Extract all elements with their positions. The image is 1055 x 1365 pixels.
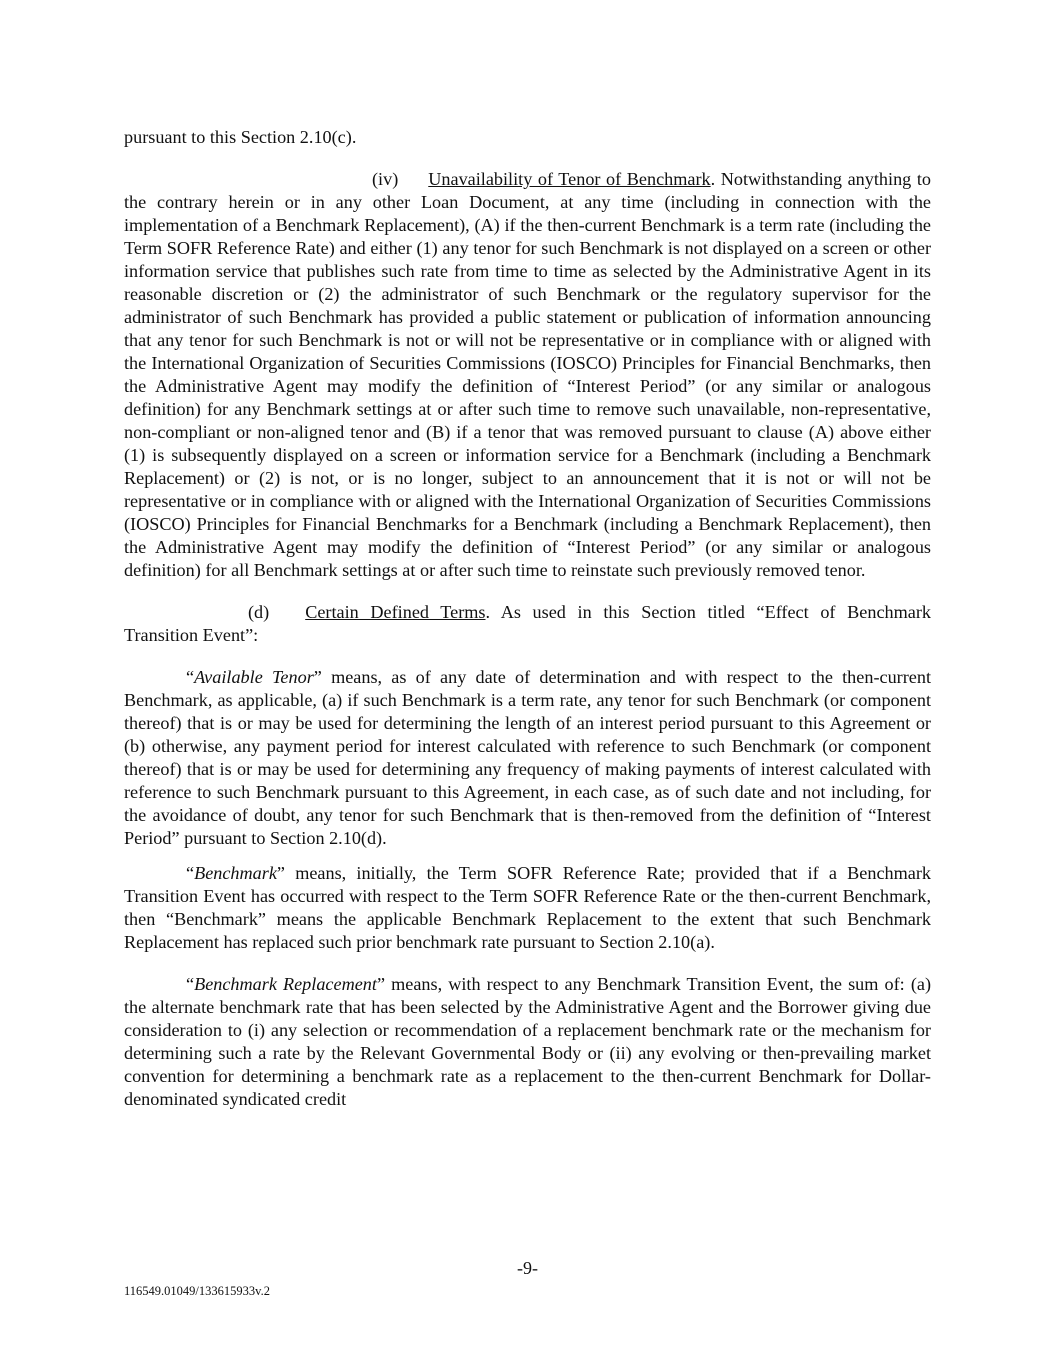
definition-available-tenor: “Available Tenor” means, as of any date of determination and with respect to the then-current Benchmark, as applicable, (a) if such Benchmark is a term rate, any tenor for such Benchmark (or component thereof) that is or may be used for determining the length of an interest period pursuant to this Agreement or (b) otherwise, any payment period for interest calculated with reference to such Benchmark (or component thereof) that is or may be used for determining any frequency of making payments of interest calculated with reference to such Benchmark pursuant to this Agreement, in each case, as of such date and not including, for the avoidance of doubt, any tenor for such Benchmark that is then-removed from the definition of “Interest Period” pursuant to Section 2.10(d). [124,667,932,848]
clause-text: . Notwithstanding anything to the contrary herein or in any other Loan Document, at any time (including in connection with the implementation of a Benchmark Replacement), (A) if the then-current Benchmark is a term rate (including the Term SOFR Reference Rate) and either (1) any tenor for such Benchmark is not displayed on a screen or other information service that publishes such rate from time to time as selected by the Administrative Agent in its reasonable discretion or (2) the administrator of such Benchmark or the regulatory supervisor for the administrator of such Benchmark has provided a public statement or publication of information announcing that any tenor for such Benchmark is not or will not be representative or in compliance with or aligned with the International Organization of Securities Commissions (IOSCO) Principles for Financial Benchmarks, then the Administrative Agent may modify the definition of “Interest Period” (or any similar or analogous definition) for any Benchmark settings at or after such time to remove such unavailable, non-representative, non-compliant or non-aligned tenor and (B) if a tenor that was removed pursuant to clause (A) above either (1) is subsequently displayed on a screen or information service for a Benchmark (including a Benchmark Replacement) or (2) is not, or is no longer, subject to an announcement that it is not or will not be representative or in compliance with or aligned with the International Organization of Securities Commissions (IOSCO) Principles for Financial Benchmarks for a Benchmark (including a Benchmark Replacement), then the Administrative Agent may modify the definition of “Interest Period” (or any similar or analogous definition) for all Benchmark settings at or after such time to reinstate such previously removed tenor. [124,169,931,580]
definition-text: ” means, initially, the Term SOFR Reference Rate; provided that if a Benchmark Transition Event has occurred with respect to the Term SOFR Reference Rate or the then-current Benchmark, then “Benchmark” means the applicable Benchmark Replacement to the extent that such Benchmark Replacement has replaced such prior benchmark rate pursuant to Section 2.10(a). [124,863,931,952]
definition-benchmark-replacement: “Benchmark Replacement” means, with respect to any Benchmark Transition Event, the sum of: (a) the alternate benchmark rate that has been selected by the Administrative Agent and the Borrower giving due consideration to (i) any selection or recommendation of a replacement benchmark rate or the mechanism for determining such a rate by the Relevant Governmental Body or (ii) any evolving or then-prevailing market convention for determining a benchmark rate as a replacement to the then-current Benchmark for Dollar-denominated syndicated credit [124,974,932,1109]
defined-term: Benchmark [194,863,277,883]
page-number: -9- [517,1258,538,1278]
definition-text: ” means, with respect to any Benchmark Transition Event, the sum of: (a) the alternate benchmark rate that has been selected by the Administrative Agent and the Borrower giving due consideration to (i) any selection or recommendation of a replacement benchmark rate or the mechanism for determining such a rate by the Relevant Governmental Body or (ii) any evolving or then-prevailing market convention for determining a benchmark rate as a replacement to the then-current Benchmark for Dollar-denominated syndicated credit [124,974,932,1109]
document-id: 116549.01049/133615933v.2 [124,1284,270,1298]
paragraph-unavailability-of-tenor [124,168,931,582]
definition-benchmark: “Benchmark” means, initially, the Term SOFR Reference Rate; provided that if a Benchmark Transition Event has occurred with respect to the Term SOFR Reference Rate or the then-current Benchmark, then “Benchmark” means the applicable Benchmark Replacement to the extent that such Benchmark Replacement has replaced such prior benchmark rate pursuant to Section 2.10(a). [124,863,931,952]
defined-term: Benchmark Replacement [194,974,377,994]
section-text: . As used in this Section titled “Effect of Benchmark Transition Event”: [124,602,931,645]
defined-term: Available Tenor [194,667,314,687]
section-label: (d) [248,602,270,622]
clause-label: (iv) [372,169,399,189]
clause-heading: Unavailability of Tenor of Benchmark [428,169,711,189]
document-body [124,126,931,1111]
paragraph-continuation: pursuant to this Section 2.10(c). [124,127,357,147]
paragraph-certain-defined-terms [124,601,931,647]
section-heading: Certain Defined Terms [305,602,486,622]
definition-text: ” means, as of any date of determination and with respect to the then-current Benchmark, as applicable, (a) if such Benchmark is a term rate, any tenor for such Benchmark (or component thereof) that is or may be used for determining the length of an interest period pursuant to this Agreement or (b) otherwise, any payment period for interest calculated with reference to such Benchmark (or component thereof) that is or may be used for determining any frequency of making payments of interest calculated with reference to such Benchmark pursuant to this Agreement, in each case, as of such date and not including, for the avoidance of doubt, any tenor for such Benchmark that is then-removed from the definition of “Interest Period” pursuant to Section 2.10(d). [124,667,932,848]
